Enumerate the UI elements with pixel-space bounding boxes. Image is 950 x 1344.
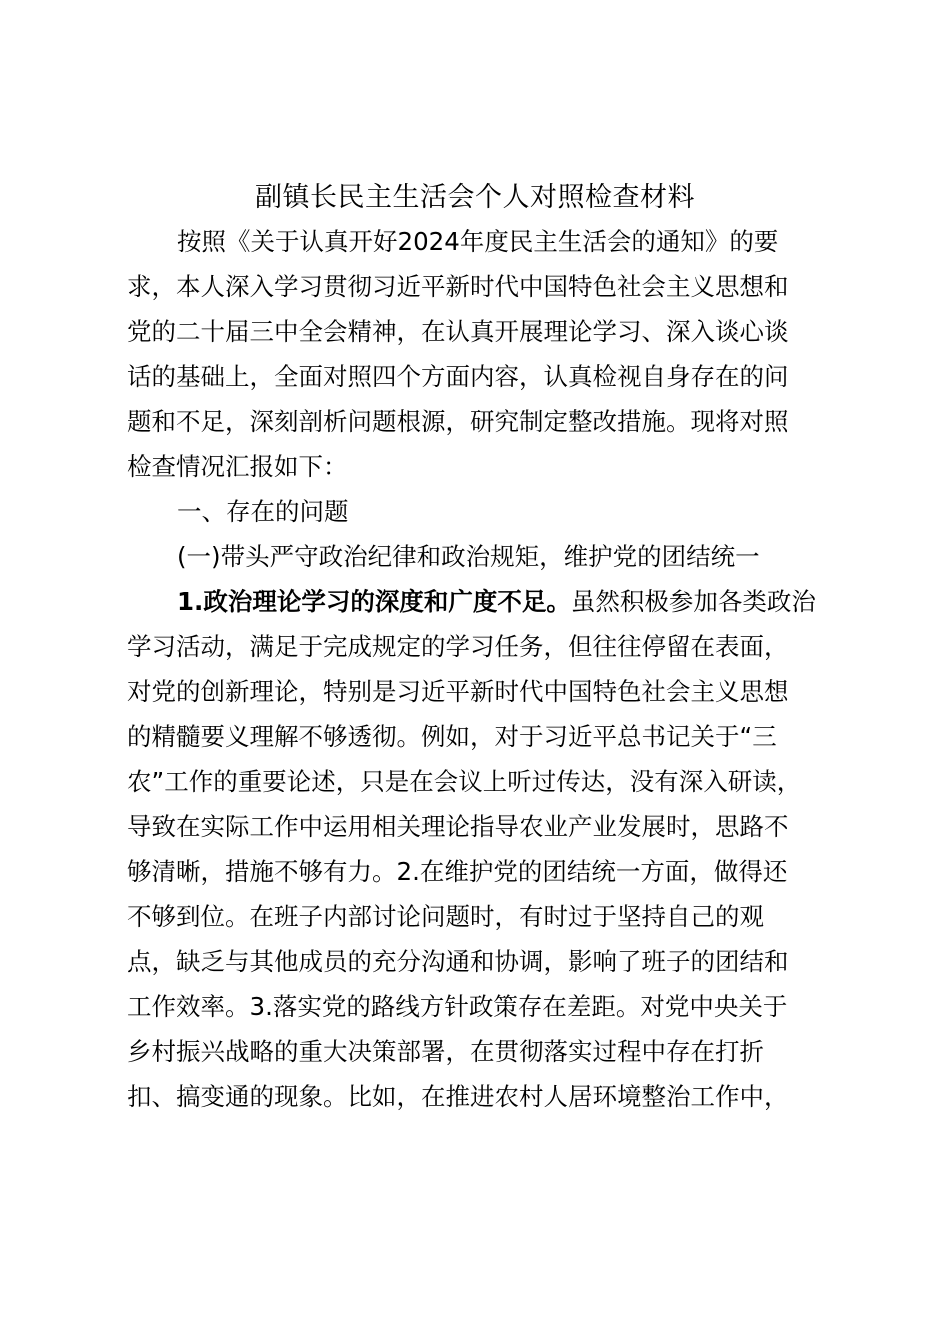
- intro-line: 求，本人深入学习贯彻习近平新时代中国特色社会主义思想和: [127, 272, 789, 301]
- body-line: 农”工作的重要论述，只是在会议上听过传达，没有深入研读，: [127, 767, 802, 796]
- intro-line: 检查情况汇报如下：: [127, 452, 348, 481]
- section-heading: 一、存在的问题: [177, 497, 349, 526]
- intro-line: 话的基础上，全面对照四个方面内容，认真检视自身存在的问: [127, 362, 789, 391]
- body-line: 扣、搞变通的现象。比如，在推进农村人居环境整治工作中，: [127, 1082, 789, 1111]
- body-line: 对党的创新理论，特别是习近平新时代中国特色社会主义思想: [127, 677, 789, 706]
- item-1-text: 虽然积极参加各类政治: [570, 587, 816, 616]
- body-line: 够清晰，措施不够有力。2.在维护党的团结统一方面，做得还: [127, 857, 788, 886]
- subsection-heading: (一)带头严守政治纪律和政治规矩，维护党的团结统一: [177, 542, 760, 571]
- body-line: 的精髓要义理解不够透彻。例如，对于习近平总书记关于“三: [127, 722, 777, 751]
- body-line: 点，缺乏与其他成员的充分沟通和协调，影响了班子的团结和: [127, 947, 789, 976]
- item-1-first-line: [177, 584, 877, 620]
- body-line: 导致在实际工作中运用相关理论指导农业产业发展时，思路不: [127, 812, 789, 841]
- intro-line: 按照《关于认真开好2024年度民主生活会的通知》的要: [177, 227, 779, 256]
- item-1-heading: 1.政治理论学习的深度和广度不足。: [177, 587, 571, 616]
- body-line: 学习活动，满足于完成规定的学习任务，但往往停留在表面，: [127, 632, 789, 661]
- body-line: 不够到位。在班子内部讨论问题时，有时过于坚持自己的观: [127, 902, 764, 931]
- intro-line: 题和不足，深刻剖析问题根源，研究制定整改措施。现将对照: [127, 407, 789, 436]
- document-title: 副镇长民主生活会个人对照检查材料: [255, 182, 695, 213]
- body-line: 乡村振兴战略的重大决策部署，在贯彻落实过程中存在打折: [127, 1037, 764, 1066]
- body-line: 工作效率。3.落实党的路线方针政策存在差距。对党中央关于: [127, 992, 788, 1021]
- intro-line: 党的二十届三中全会精神，在认真开展理论学习、深入谈心谈: [127, 317, 789, 346]
